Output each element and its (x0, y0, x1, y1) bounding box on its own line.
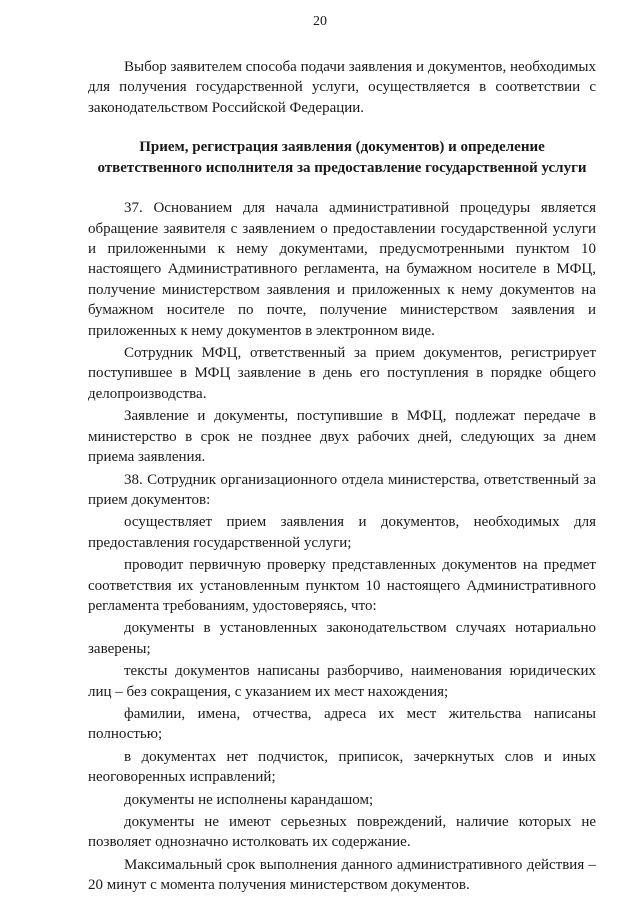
list-item-no-corrections: в документах нет подчисток, приписок, зачеркнутых слов и иных неоговоренных исправлений; (88, 748, 596, 786)
list-item-accepts-documents: осуществляет прием заявления и документов, необходимых для предоставления государственной услуги; (88, 514, 596, 551)
paragraph-max-duration: Максимальный срок выполнения данного административного действия – 20 минут с момента получения министерством документов. (88, 856, 596, 894)
list-item-full-names: фамилии, имена, отчества, адреса их мест жительства написаны полностью; (88, 705, 596, 743)
list-item-notarized: документы в установленных законодательством случаях нотариально заверены; (88, 620, 596, 657)
list-item-legible: тексты документов написаны разборчиво, наименования юридических лиц – без сокращения, с указанием их мест нахождения; (88, 663, 596, 700)
page-number: 20 (313, 14, 327, 29)
paragraph-mfc-registration: Сотрудник МФЦ, ответственный за прием документов, регистрирует поступившее в МФЦ заявление в день его поступления в порядке общего делопроизводства. (88, 345, 596, 402)
section-heading-line-2: ответственного исполнителя за предоставление государственной услуги (97, 160, 587, 177)
paragraph-38: 38. Сотрудник организационного отдела министерства, ответственный за прием документов: (88, 471, 596, 508)
list-item-primary-check: проводит первичную проверку представленных документов на предмет соответствия их установленным пунктом 10 настоящего Административного регламента требованиям, удостоверяясь, что: (88, 557, 596, 614)
section-heading-line-1: Прием, регистрация заявления (документов) и определение (139, 139, 545, 156)
paragraph-37: 37. Основанием для начала административной процедуры является обращение заявителя с заявлением о предоставлении государственной услуги и приложенными к нему документами, предусмотренными пунктом 10 настоящего Административного регламента, на бумажном носителе в МФЦ, получение министерством заявления и приложенных к нему документов на бумажном носителе по почте, получение министерством заявления и приложенных к нему документов в электронном виде. (88, 200, 596, 339)
document-body (88, 57, 596, 896)
paragraph-transfer-deadline: Заявление и документы, поступившие в МФЦ, подлежат передаче в министерство в срок не позднее двух рабочих дней, следующих за днем приема заявления. (88, 408, 596, 466)
list-item-no-pencil: документы не исполнены карандашом; (124, 791, 374, 808)
intro-paragraph: Выбор заявителем способа подачи заявления и документов, необходимых для получения государственной услуги, осуществляется в соответствии с законодательством Российской Федерации. (88, 59, 596, 116)
section-heading (82, 137, 602, 179)
list-item-no-damage: документы не имеют серьезных повреждений, наличие которых не позволяет однозначно истолковать их содержание. (88, 814, 596, 851)
